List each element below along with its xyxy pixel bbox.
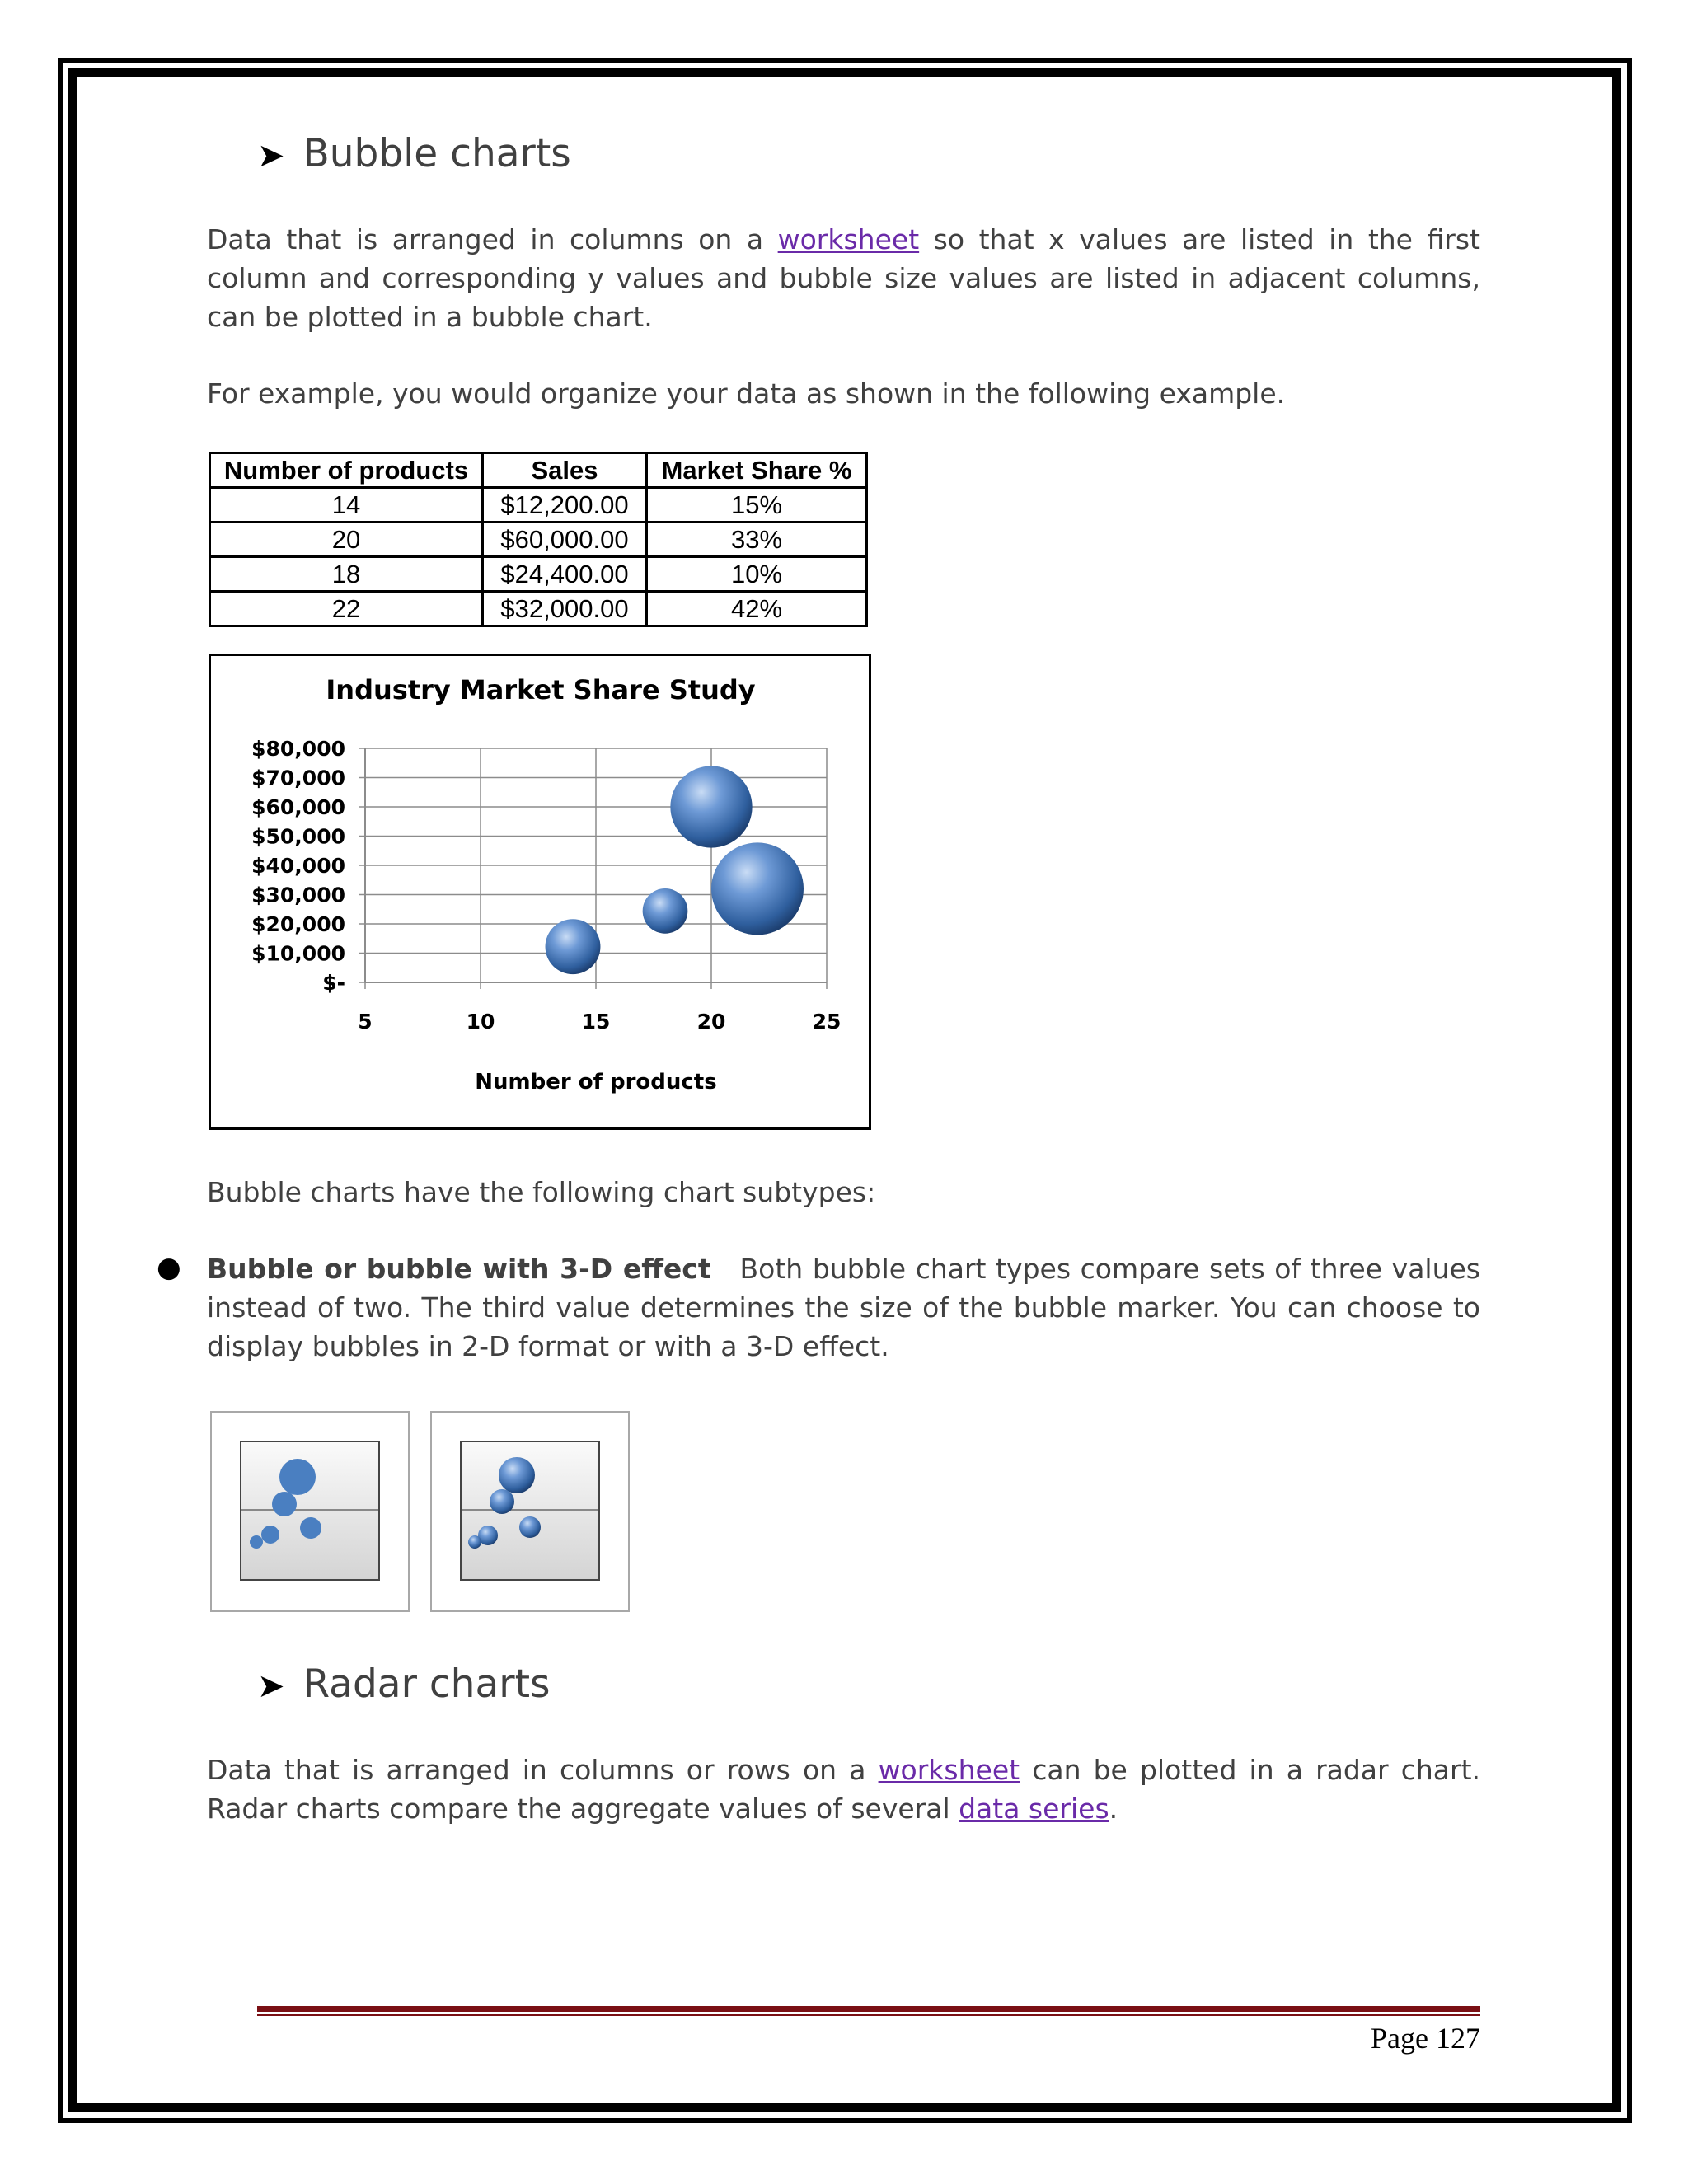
x-tick-label: 10	[466, 1010, 495, 1033]
table-cell: 42%	[647, 592, 867, 626]
x-tick-label: 15	[581, 1010, 611, 1033]
table-row	[210, 557, 867, 592]
y-tick-label: $40,000	[251, 854, 345, 878]
section-heading-bubble-charts	[257, 129, 571, 180]
text-span: Data that is arranged in columns or rows on a	[207, 1754, 879, 1786]
table-row	[210, 523, 867, 557]
y-tick-label: $10,000	[251, 941, 345, 966]
column-header: Market Share %	[647, 453, 867, 488]
table-cell: 33%	[647, 523, 867, 557]
table-cell: 10%	[647, 557, 867, 592]
table-cell: $60,000.00	[483, 523, 647, 557]
example-data-table	[209, 452, 868, 627]
bubble-point	[546, 919, 601, 974]
column-header: Number of products	[210, 453, 483, 488]
y-tick-label: $50,000	[251, 824, 345, 849]
table-cell: 15%	[647, 488, 867, 523]
bubble-point	[643, 888, 688, 934]
table-cell: $24,400.00	[483, 557, 647, 592]
bubble-subtype-paragraph	[207, 1249, 1489, 1366]
table-row	[210, 592, 867, 626]
table-cell: 14	[210, 488, 483, 523]
y-tick-label: $80,000	[251, 737, 345, 761]
text-span: can be plotted in a radar chart. Radar charts compare the aggregate values of several	[207, 1754, 1480, 1825]
heading-text: Bubble charts	[302, 131, 571, 176]
x-tick-label: 25	[812, 1010, 842, 1033]
footer-rule	[257, 2006, 1480, 2012]
bubble-2d-icon	[240, 1441, 380, 1581]
subtype-title: Bubble or bubble with 3-D effect	[207, 1253, 711, 1285]
text-span: Data that is arranged in columns on a	[207, 223, 778, 255]
bubble-3d-icon	[460, 1441, 600, 1581]
worksheet-link[interactable]: worksheet	[878, 1754, 1020, 1786]
bubble-intro-paragraph	[207, 220, 1480, 336]
heading-text: Radar charts	[302, 1661, 551, 1707]
arrow-bullet-icon: ➤	[257, 1667, 285, 1705]
subtypes-intro: Bubble charts have the following chart subtypes:	[207, 1176, 876, 1208]
x-tick-label: 20	[696, 1010, 726, 1033]
data-series-link[interactable]: data series	[959, 1793, 1109, 1825]
x-axis-label: Number of products	[475, 1070, 717, 1094]
worksheet-link[interactable]: worksheet	[777, 223, 920, 255]
bubble-chart-frame	[209, 654, 871, 1130]
text-span: so that x values are listed in the first column and corresponding y values and bubble size values are listed in adjacent columns, can be plotted in a bubble chart.	[207, 223, 1480, 333]
text-span: .	[1109, 1793, 1118, 1825]
section-heading-radar-charts	[257, 1660, 551, 1711]
page-number: Page 127	[1371, 2022, 1480, 2055]
table-cell: 18	[210, 557, 483, 592]
table-row	[210, 488, 867, 523]
x-tick-label: 5	[358, 1010, 373, 1033]
bubble-3d-thumbnail[interactable]	[430, 1411, 630, 1612]
column-header: Sales	[483, 453, 647, 488]
table-cell: 22	[210, 592, 483, 626]
arrow-bullet-icon: ➤	[257, 137, 285, 175]
y-tick-label: $-	[322, 971, 345, 995]
y-tick-label: $30,000	[251, 883, 345, 907]
y-tick-label: $70,000	[251, 766, 345, 790]
y-tick-label: $60,000	[251, 795, 345, 819]
bubble-2d-thumbnail[interactable]	[210, 1411, 410, 1612]
bullet-icon: ●	[157, 1251, 181, 1284]
bubble-point	[670, 766, 752, 847]
radar-intro-paragraph	[207, 1750, 1480, 1828]
chart-title: Industry Market Share Study	[326, 674, 756, 705]
example-paragraph: For example, you would organize your data as shown in the following example.	[207, 377, 1286, 410]
table-cell: 20	[210, 523, 483, 557]
table-cell: $32,000.00	[483, 592, 647, 626]
footer-rule-thin	[257, 2014, 1480, 2016]
y-tick-label: $20,000	[251, 912, 345, 936]
table-cell: $12,200.00	[483, 488, 647, 523]
text-span: Both bubble chart types compare sets of three values instead of two. The third value determines the size of the bubble marker. You can choose to display bubbles in 2-D format or with a 3-D effect.	[207, 1253, 1489, 1362]
bubble-chart	[211, 656, 869, 1127]
bubble-point	[711, 842, 804, 935]
table-header-row	[210, 453, 867, 488]
